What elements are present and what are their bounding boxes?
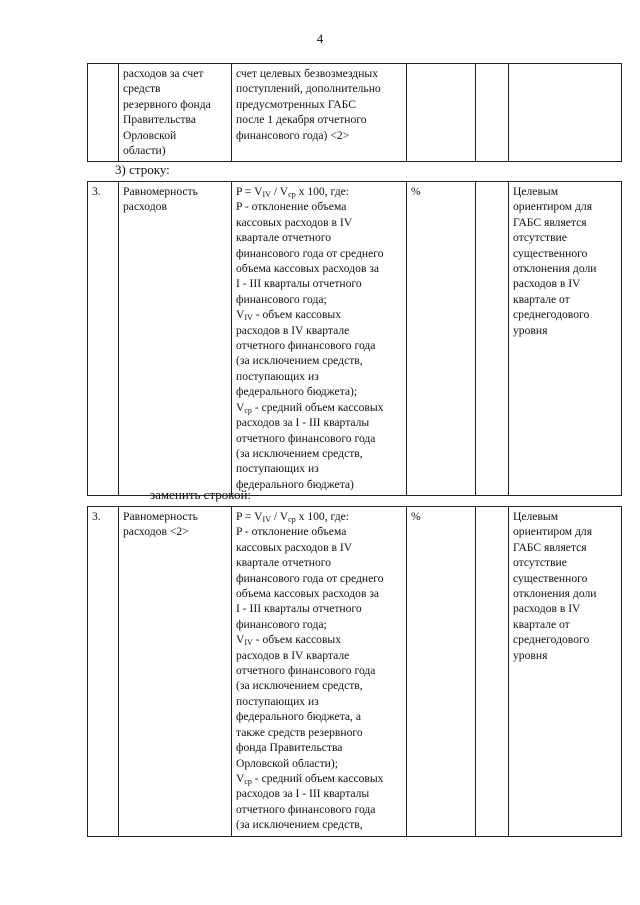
- vsr-definition: $V_{ср}$ - средний объем кассовых: [236, 771, 384, 786]
- table-row: [88, 182, 622, 496]
- table-new-row: [87, 506, 622, 837]
- empty-cell: [476, 507, 509, 837]
- viv-definition: $V_{IV}$ - объем кассовых: [236, 308, 342, 323]
- num-cell: 3.: [88, 507, 119, 837]
- empty-cell: [476, 64, 509, 162]
- unit-cell: %: [407, 182, 476, 496]
- unit-cell: [407, 64, 476, 162]
- name-cell: расходов за счет средств резервного фонда Правительства Орловской области): [119, 64, 232, 162]
- target-cell: Целевым ориентиром для ГАБС является отсутствие существенного отклонения доли расходов в IV квартале от среднегодового уровня: [509, 182, 622, 496]
- table-continuation: [87, 63, 622, 162]
- caption-with-row: заменить строкой:: [150, 487, 252, 502]
- viv-definition: $V_{IV}$ - объем кассовых: [236, 633, 342, 648]
- page-number: 4: [316, 31, 324, 46]
- name-cell: Равномерность расходов: [119, 182, 232, 496]
- unit-cell: %: [407, 507, 476, 837]
- caption-replace-row: 3) строку:: [115, 162, 170, 177]
- num-cell: [88, 64, 119, 162]
- formula-head: $P = V_{IV} / V_{ср}$ х 100, где:: [236, 185, 349, 199]
- target-cell: [509, 64, 622, 162]
- formula-head: $P = V_{IV} / V_{ср}$ х 100, где:: [236, 510, 349, 524]
- formula-cell: счет целевых безвозмездных поступлений, дополнительно предусмотренных ГАБС после 1 декабря отчетного финансового года) <2>: [232, 64, 407, 162]
- table-row: [88, 64, 622, 162]
- empty-cell: [476, 182, 509, 496]
- table-old-row: [87, 181, 622, 496]
- vsr-definition: $V_{ср}$ - средний объем кассовых: [236, 400, 384, 415]
- formula-cell: $P = V_{IV} / V_{ср}$ х 100, где: P - отклонение объема кассовых расходов в IV квартале отчетного финансового года от среднего объема кассовых расходов за I - III кварталы отчетного финансового года; $V_{IV}$ - объем кассовых расходов в IV квартале отчетного финансового года (за исключением средств, поступающих из федерального бюджета); $V_{ср}$ - средний объем кассовых расходов за I - III кварталы отчетного финансового года (за исключением средств, поступающих из федерального бюджета): [232, 182, 407, 496]
- target-cell: Целевым ориентиром для ГАБС является отсутствие существенного отклонения доли расходов в IV квартале от среднегодового уровня: [509, 507, 622, 837]
- name-cell: Равномерность расходов <2>: [119, 507, 232, 837]
- num-cell: 3.: [88, 182, 119, 496]
- formula-cell: $P = V_{IV} / V_{ср}$ х 100, где: P - отклонение объема кассовых расходов в IV квартале отчетного финансового года от среднего объема кассовых расходов за I - III кварталы отчетного финансового года; $V_{IV}$ - объем кассовых расходов в IV квартале отчетного финансового года (за исключением средств, поступающих из федерального бюджета, а также средств резервного фонда Правительства Орловской области); $V_{ср}$ - средний объем кассовых расходов за I - III кварталы отчетного финансового года (за исключением средств,: [232, 507, 407, 837]
- table-row: [88, 507, 622, 837]
